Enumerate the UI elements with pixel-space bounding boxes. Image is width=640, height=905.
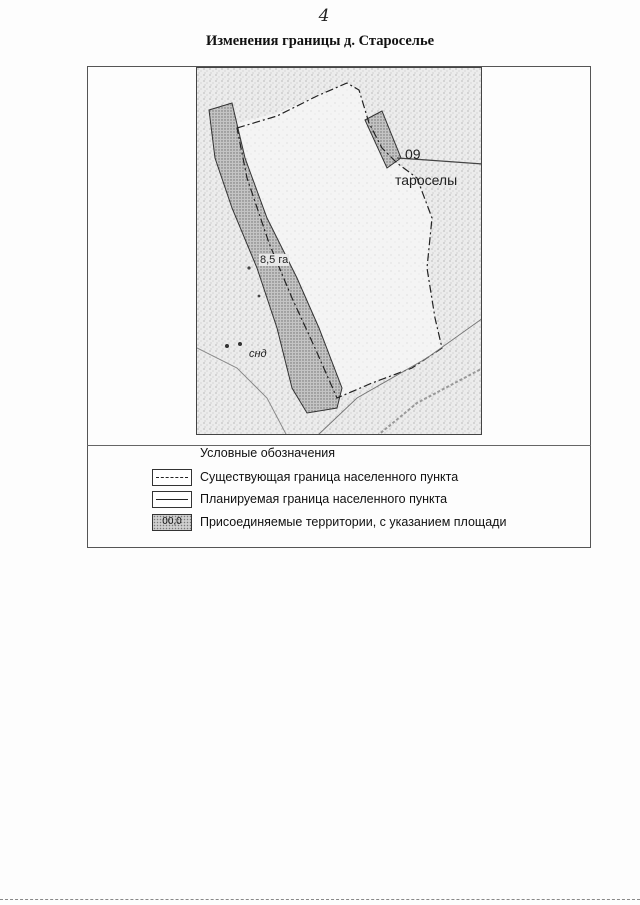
page-title: Изменения границы д. Староселье bbox=[205, 33, 435, 49]
page-bottom-rule bbox=[0, 899, 640, 900]
village-name-label: тароселы bbox=[395, 172, 458, 188]
map-number-label: 09 bbox=[405, 146, 421, 162]
dash-dot-line-icon bbox=[152, 469, 192, 486]
map-drawing bbox=[197, 68, 482, 435]
frame-divider bbox=[87, 445, 591, 446]
legend-item-planned-boundary bbox=[152, 489, 447, 509]
legend-item-annexed-territory bbox=[152, 512, 506, 532]
zone-code-label: снд bbox=[249, 348, 267, 360]
legend-sample-value: 00,0 bbox=[162, 515, 182, 527]
legend-label: Присоединяемые территории, с указанием площади bbox=[200, 515, 507, 529]
map-point bbox=[238, 342, 242, 346]
legend-title: Условные обозначения bbox=[200, 446, 336, 460]
map-point bbox=[247, 266, 250, 269]
map-panel bbox=[196, 67, 482, 435]
dotted-fill-icon bbox=[152, 514, 192, 531]
map-point bbox=[225, 344, 229, 348]
legend-label: Планируемая граница населенного пункта bbox=[200, 492, 448, 506]
page-number: 4 bbox=[318, 6, 330, 26]
plot-area-label: 8,5 га bbox=[260, 254, 289, 266]
legend-label: Существующая граница населенного пункта bbox=[200, 470, 459, 484]
solid-line-icon bbox=[152, 491, 192, 508]
legend-item-existing-boundary bbox=[152, 467, 458, 487]
map-point bbox=[258, 295, 261, 298]
